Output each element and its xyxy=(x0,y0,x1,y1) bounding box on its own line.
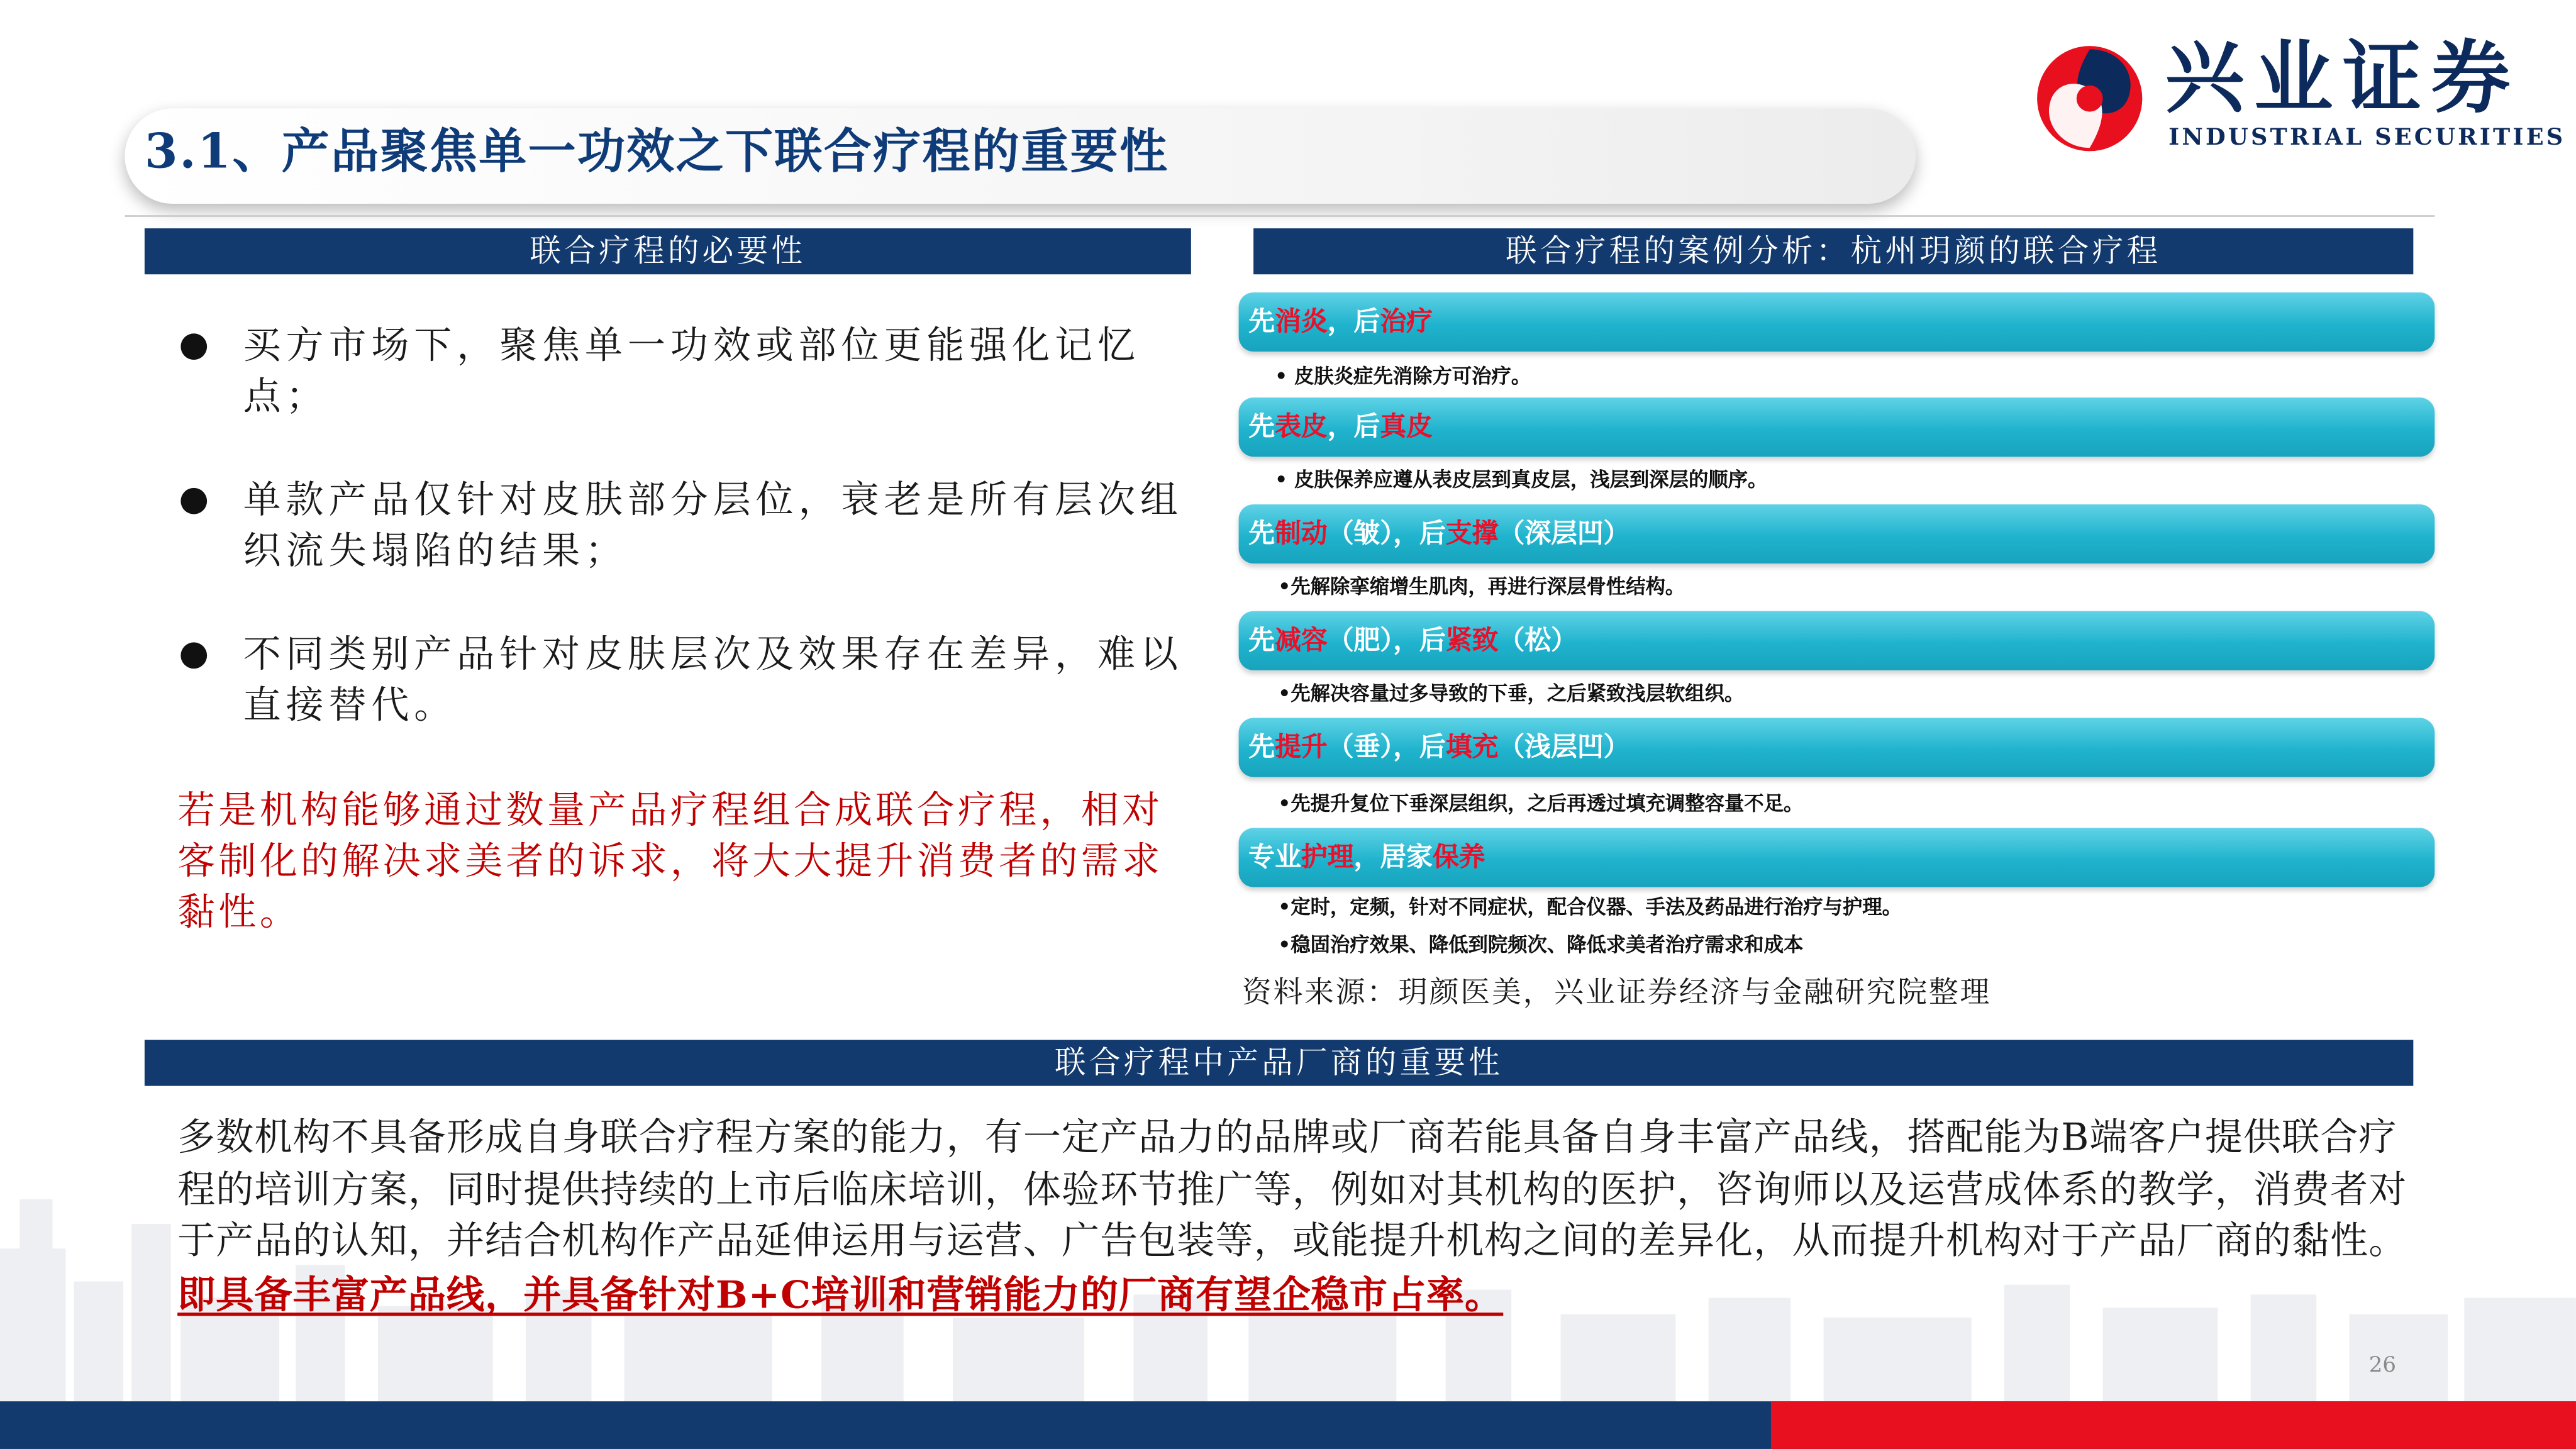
conclusion-text: 若是机构能够通过数量产品疗程组合成联合疗程，相对客制化的解决求美者的诉求，将大大提升消费者的需求黏性。 xyxy=(177,790,1163,935)
case-item-keyword: 提升 xyxy=(1275,731,1328,763)
page-number: 26 xyxy=(2368,1353,2397,1379)
case-item-text: （深层凹） xyxy=(1498,517,1630,549)
case-item-bar xyxy=(1239,718,2435,777)
case-item-text: 先 xyxy=(1248,305,1275,337)
case-item-bar xyxy=(1239,292,2435,352)
bullet-text: 买方市场下，聚焦单一功效或部位更能强化记忆点； xyxy=(243,325,1140,419)
section-header-case-study: 联合疗程的案例分析：杭州玥颜的联合疗程 xyxy=(1253,228,2413,274)
footer-accent xyxy=(1771,1401,2576,1449)
case-item-bar xyxy=(1239,504,2435,564)
case-item-note: •稳固治疗效果、降低到院频次、降低求美者治疗需求和成本 xyxy=(1278,933,1804,957)
case-item-keyword: 支撑 xyxy=(1445,517,1499,549)
case-item-bar xyxy=(1239,611,2435,670)
case-item-text: （松） xyxy=(1498,624,1577,656)
case-item-label xyxy=(1248,504,1629,564)
case-item-note: •先解除挛缩增生肌肉，再进行深层骨性结构。 xyxy=(1278,575,1685,598)
case-item-label xyxy=(1248,611,1577,670)
case-item-keyword: 制动 xyxy=(1275,517,1328,549)
case-item-text: ，后 xyxy=(1327,411,1380,442)
case-item-note: •先解决容量过多导致的下垂，之后紧致浅层软组织。 xyxy=(1278,682,1745,705)
case-item-keyword: 消炎 xyxy=(1275,305,1328,337)
case-item-keyword: 减容 xyxy=(1275,624,1328,656)
case-item-keyword: 紧致 xyxy=(1445,624,1499,656)
bullet-dot-icon xyxy=(180,642,207,669)
case-item-note: • 皮肤保养应遵从表皮层到真皮层，浅层到深层的顺序。 xyxy=(1275,468,1768,492)
case-item-text: 先 xyxy=(1248,624,1275,656)
case-item-keyword: 填充 xyxy=(1445,731,1499,763)
company-logo-text: 兴业证券 xyxy=(2165,33,2521,125)
case-item-text: ，居家 xyxy=(1353,841,1433,873)
case-item-text: （垂），后 xyxy=(1327,731,1446,763)
case-item-keyword: 护理 xyxy=(1301,841,1354,873)
case-item-text: 先 xyxy=(1248,731,1275,763)
title-divider xyxy=(125,215,2435,217)
bullet-dot-icon xyxy=(180,488,207,514)
case-item-bar xyxy=(1239,397,2435,457)
case-item-keyword: 保养 xyxy=(1432,841,1485,873)
case-item-text: ，后 xyxy=(1327,305,1380,337)
highlight-text: 即具备丰富产品线，并具备针对B+C培训和营销能力的厂商有望企稳市占率。 xyxy=(177,1272,1504,1317)
case-item-text: （浅层凹） xyxy=(1498,731,1630,763)
case-item-label xyxy=(1248,828,1485,887)
case-item-note: •定时，定频，针对不同症状，配合仪器、手法及药品进行治疗与护理。 xyxy=(1278,895,1902,919)
case-item-bar xyxy=(1239,828,2435,887)
page-title: 3.1、产品聚焦单一功效之下联合疗程的重要性 xyxy=(144,123,1169,179)
case-item-note: • 皮肤炎症先消除方可治疗。 xyxy=(1275,364,1531,388)
case-item-label xyxy=(1248,718,1629,777)
case-item-keyword: 表皮 xyxy=(1275,411,1328,442)
case-item-text: （肥），后 xyxy=(1327,624,1446,656)
case-item-label xyxy=(1248,292,1433,352)
case-item-note: •先提升复位下垂深层组织，之后再透过填充调整容量不足。 xyxy=(1278,792,1804,815)
case-item-text: 先 xyxy=(1248,517,1275,549)
case-item-keyword: 治疗 xyxy=(1380,305,1433,337)
company-logo-icon xyxy=(2034,43,2146,155)
bullet-text: 不同类别产品针对皮肤层次及效果存在差异，难以直接替代。 xyxy=(243,634,1183,728)
source-note: 资料来源：玥颜医美，兴业证券经济与金融研究院整理 xyxy=(1241,975,1991,1011)
bullet-text: 单款产品仅针对皮肤部分层位，衰老是所有层次组织流失塌陷的结果； xyxy=(243,479,1183,574)
section-header-necessity: 联合疗程的必要性 xyxy=(145,228,1191,274)
company-logo-subtext: INDUSTRIAL SECURITIES xyxy=(2168,125,2566,152)
bullet-dot-icon xyxy=(180,333,207,360)
case-item-text: 专业 xyxy=(1248,841,1301,873)
case-item-text: （皱），后 xyxy=(1327,517,1446,549)
case-item-label xyxy=(1248,397,1433,457)
manufacturer-paragraph xyxy=(177,1114,2412,1323)
case-item-keyword: 真皮 xyxy=(1380,411,1433,442)
case-item-text: 先 xyxy=(1248,411,1275,442)
section-header-manufacturer: 联合疗程中产品厂商的重要性 xyxy=(145,1040,2413,1086)
manufacturer-text: 多数机构不具备形成自身联合疗程方案的能力，有一定产品力的品牌或厂商若能具备自身丰富产品线，搭配能为B端客户提供联合疗程的培训方案，同时提供持续的上市后临床培训，体验环节推广等，例如对其机构的医护，咨询师以及运营成体系的教学，消费者对于产品的认知，并结合机构作产品延伸运用与运营、广告包装等，或能提升机构之间的差异化，从而提升机构对于产品厂商的黏性。 xyxy=(177,1117,2407,1263)
